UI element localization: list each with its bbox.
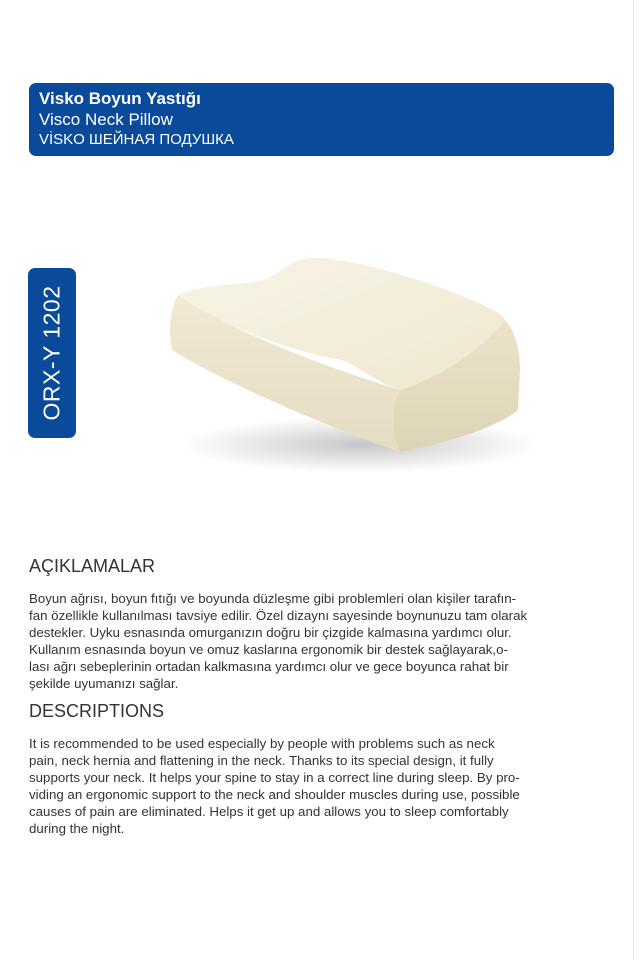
descriptions-en-body — [29, 735, 615, 837]
descriptions-tr-line: şekilde uyumanızı sağlar. — [29, 676, 179, 691]
descriptions-en-line: pain, neck hernia and flattening in the neck. Thanks to its special design, it fully — [29, 753, 494, 768]
descriptions-tr-line: lası ağrı sebeplerinin ortadan kalkmasına yardımcı olur ve gece boyunca rahat bir — [29, 659, 509, 674]
descriptions-tr-line: Kullanım esnasında boyun ve omuz kaslarına ergonomik bir destek sağlayarak,o- — [29, 642, 508, 657]
page-edge-line — [633, 0, 634, 960]
pillow-image — [160, 240, 540, 480]
descriptions-en-line: during the night. — [29, 821, 125, 836]
descriptions-tr-line: fan özellikle kullanılması tavsiye edilir. Özel dizaynı sayesinde boynunuzu tam olarak — [29, 608, 528, 623]
descriptions-tr-heading: AÇIKLAMALAR — [29, 556, 156, 576]
title-russian: VİSKO ШЕЙНАЯ ПОДУШКА — [39, 131, 234, 148]
descriptions-en-line: viding an ergonomic support to the neck and shoulder muscles during use, possible — [29, 787, 520, 802]
descriptions-tr-body — [29, 590, 615, 692]
descriptions-tr-line: destekler. Uyku esnasında omurganızın doğru bir çizgide kalmasına yardımcı olur. — [29, 625, 512, 640]
descriptions-en-line: causes of pain are eliminated. Helps it get up and allows you to sleep comfortably — [29, 804, 509, 819]
title-english: Visco Neck Pillow — [39, 110, 173, 129]
descriptions-en-line: supports your neck. It helps your spine to stay in a correct line during sleep. By pro- — [29, 770, 520, 785]
title-turkish: Visko Boyun Yastığı — [39, 89, 201, 108]
title-banner — [29, 83, 614, 156]
descriptions-en-heading: DESCRIPTIONS — [29, 701, 165, 721]
product-code: ORX-Y 1202 — [38, 285, 65, 421]
descriptions-tr-line: Boyun ağrısı, boyun fıtığı ve boyunda düzleşme gibi problemleri olan kişiler tarafın- — [29, 591, 517, 606]
product-code-tab — [28, 268, 76, 438]
descriptions-en-line: It is recommended to be used especially by people with problems such as neck — [29, 736, 495, 751]
